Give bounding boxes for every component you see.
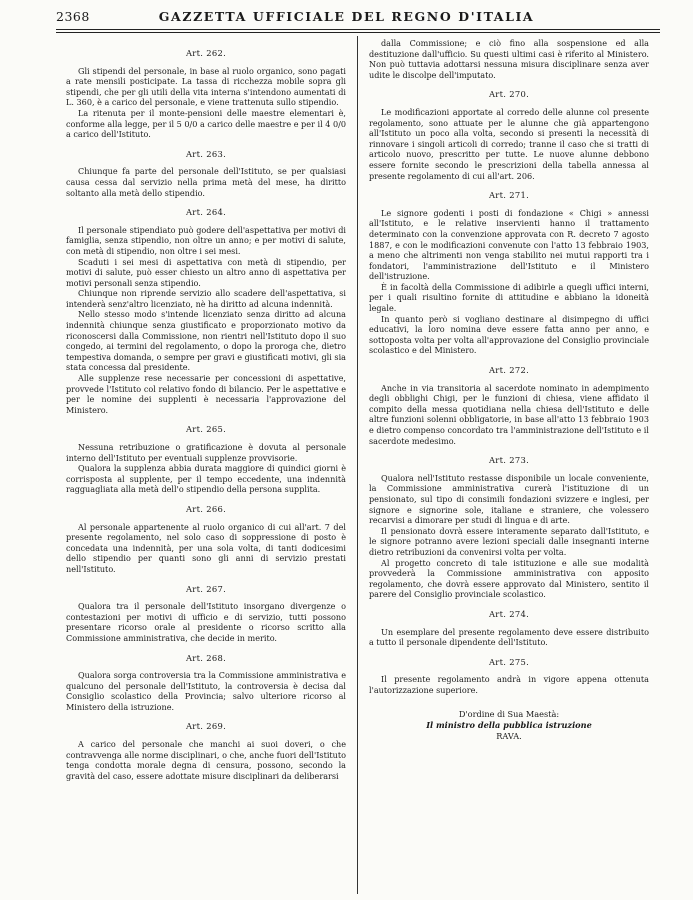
article-heading: Art. 274. (488, 608, 530, 619)
article-heading: Art. 270. (488, 89, 530, 100)
column-divider (357, 36, 358, 894)
signature-minister: Il ministro della pubblica istruzione (426, 720, 592, 731)
article-paragraph: Al personale appartenente al ruolo organico di cui all'art. 7 del presente regolamento, nel solo caso di soppressione di posto è concedata una indennità, per una sola volta, di tanti dodicesimi dello stipendio per quanti sono gli anni di servizio prestati nell'Istituto. (66, 521, 346, 574)
gazette-title: GAZZETTA UFFICIALE DEL REGNO D'ITALIA (158, 9, 535, 24)
article-paragraph: Un esemplare del presente regolamento deve essere distribuito a tutto il personale dipendente dell'Istituto. (369, 626, 649, 648)
article-paragraph: Qualora la supplenza abbia durata maggiore di quindici giorni è corrisposta al supplente, per il tempo eccedente, una indennità ragguagliata alla metà dell'o stipendio della persona supplita. (66, 463, 346, 495)
article-paragraph: Il pensionato dovrà essere interamente separato dall'Istituto, e le signore potranno avere lezioni speciali dalle insegnanti interne dietro retribuzioni da convenirsi volta per volta. (369, 525, 649, 557)
page-header (0, 0, 693, 32)
article-paragraph: Anche in via transitoria al sacerdote nominato in adempimento degli obblighi Chigi, per le funzioni di chiesa, viene affidato il compito della messa quotidiana nella chiesa dell'Istituto e delle altre funzioni solenni obbligatorie, in base all'atto 13 febbraio 1903 e dietro compenso concordato tra l'amministrazione dell'Istituto e il sacerdote medesimo. (369, 382, 649, 446)
page-number: 2368 (56, 9, 90, 24)
article-paragraph: Alle supplenze rese necessarie per concessioni di aspettative, provvede l'Istituto col relativo fondo di bilancio. Per le aspettative e per le nomine dei supplenti è necessaria l'approvazione del Ministero. (66, 373, 346, 415)
article-heading: Art. 264. (185, 207, 227, 218)
article-heading: Art. 273. (488, 455, 530, 466)
article-paragraph: Qualora nell'Istituto restasse disponibile un locale conveniente, la Commissione amministrativa curerà l'istituzione di un pensionato, sul tipo di consimili fondazioni svizzere e inglesi, per signore e signorine sole, italiane e straniere, che volessero recarvisi a dimorare per studi di lingua e di arte. (369, 472, 649, 526)
article-paragraph: Chiunque fa parte del personale dell'Istituto, se per qualsiasi causa cessa dal servizio nella prima metà del mese, ha diritto soltanto alla metà dello stipendio. (66, 166, 346, 198)
article-heading: Art. 266. (185, 503, 227, 514)
article-heading: Art. 263. (185, 148, 227, 159)
article-paragraph: Nello stesso modo s'intende licenziato senza diritto ad alcuna indennità chiunque senza giustificato e proporzionato motivo da riconoscersi dalla Commissione, non rientri nell'Istituto dopo il suo congedo, ai termini del regolamento, o dopo la proroga che, dietro tempestiva domanda, o sempre per gravi e giustificati motivi, gli sia stata concessa dal presidente. (66, 309, 346, 373)
article-heading: Art. 265. (185, 424, 227, 435)
signature-order: D'ordine di Sua Maestà: (458, 709, 560, 720)
article-paragraph: Scaduti i sei mesi di aspettativa con metà di stipendio, per motivi di salute, può esser chiesto un altro anno di aspettativa per motivi personali senza stipendio. (66, 256, 346, 288)
article-paragraph: Qualora tra il personale dell'Istituto insorgano divergenze o contestazioni per motivi di ufficio e di servizio, tutti possono presentare ricorso orale al presidente o ricorso scritto alla Commissione amministrativa, che decide in merito. (66, 601, 346, 643)
article-heading: Art. 267. (185, 583, 227, 594)
right-articles (369, 89, 649, 695)
article-heading: Art. 275. (488, 656, 530, 667)
header-rule (56, 29, 660, 30)
article-paragraph: La ritenuta per il monte-pensioni delle maestre elementari è, conforme alla legge, per il 5 0/0 a carico delle maestre e per il 4 0/0 a carico dell'Istituto. (66, 107, 346, 140)
article-heading: Art. 262. (185, 48, 227, 58)
header-rule-double (56, 32, 660, 33)
article-paragraph: Nessuna retribuzione o gratificazione è dovuta al personale interno dell'Istituto per eventuali supplenze provvisorie. (66, 442, 346, 463)
article-paragraph: In quanto però si vogliano destinare al disimpegno di uffici educativi, la loro nomina deve essere fatta anno per anno, e sottoposta volta per volta all'approvazione del Consiglio provinciale scolastico e del Ministero. (369, 313, 649, 356)
article-paragraph: Chiunque non riprende servizio allo scadere dell'aspettativa, si intenderà senz'altro licenziato, nè ha diritto ad alcuna indennità. (66, 288, 346, 309)
left-column (66, 38, 346, 781)
article-paragraph: Gli stipendi del personale, in base al ruolo organico, sono pagati a rate mensili posticipate. La tassa di ricchezza mobile sopra gli stipendi, che per gli utili della vita interna s'intendono aumentati di L. 360, è a carico del personale, e viene trattenuta sullo stipendio. (66, 65, 346, 108)
article-heading: Art. 272. (488, 365, 530, 376)
article-heading: Art. 268. (185, 652, 227, 663)
right-column (369, 38, 649, 741)
article-heading: Art. 269. (185, 721, 227, 732)
article-paragraph: Al progetto concreto di tale istituzione e alle sue modalità provvederà la Commissione amministrativa con apposito regolamento, che dovrà essere approvato dal Ministero, sentito il parere del Consiglio provinciale scolastico. (369, 557, 649, 600)
article-paragraph: Le modificazioni apportate al corredo delle alunne col presente regolamento, sono attuate per le alunne che già appartengono all'Istituto un poco alla volta, secondo si presenti la necessità di rinnovare i singoli articoli di corredo; tranne il caso che si tratti di articolo nuovo, prescritto per tutte. Le nuove alunne debbono essere fornite secondo le prescrizioni della tabella annessa al presente regolamento di cui all'art. 206. (369, 106, 649, 181)
article-paragraph: A carico del personale che manchi ai suoi doveri, o che contravvenga alle norme disciplinari, o che, anche fuori dell'Istituto tenga condotta morale degna di censura, possono, secondo la gravità del caso, essere adottate misure disciplinari da deliberarsi (66, 739, 346, 781)
article-paragraph: Il personale stipendiato può godere dell'aspettativa per motivi di famiglia, senza stipendio, non oltre un anno; e per motivi di salute, con metà di stipendio, non oltre i sei mesi. (66, 224, 346, 256)
article-paragraph: È in facoltà della Commissione di adibirle a quegli uffici interni, per i quali risultino fornite di attitudine e abbiano la idoneità legale. (369, 281, 649, 314)
article-paragraph: Qualora sorga controversia tra la Commissione amministrativa e qualcuno del personale dell'Istituto, la controversia è decisa dal Consiglio scolastico della Provincia; salvo ulteriore ricorso al Ministero della istruzione. (66, 670, 346, 712)
article-paragraph: Le signore godenti i posti di fondazione « Chigi » annessi all'Istituto, e le relative inservienti hanno il trattamento determinato con la convenzione approvata con R. decreto 7 agosto 1887, e con le modificazioni convenute con l'atto 13 febbraio 1903, a meno che altrimenti non venga stabilito nei mutui rapporti tra i fondatori, l'amministrazione dell'Istituto e il Ministero dell'istruzione. (369, 207, 649, 282)
signature-name: RAVA. (496, 730, 522, 741)
continuation-paragraph: dalla Commissione; e ciò fino alla sospensione ed alla destituzione dall'ufficio. Su questi ultimi casi è riferito al Ministero. Non può tuttavia adottarsi nessuna misura disciplinare senza aver udite le discolpe dell'imputato. (369, 38, 649, 80)
article-heading: Art. 271. (488, 190, 530, 201)
article-paragraph: Il presente regolamento andrà in vigore appena ottenuta l'autorizzazione superiore. (369, 674, 649, 695)
